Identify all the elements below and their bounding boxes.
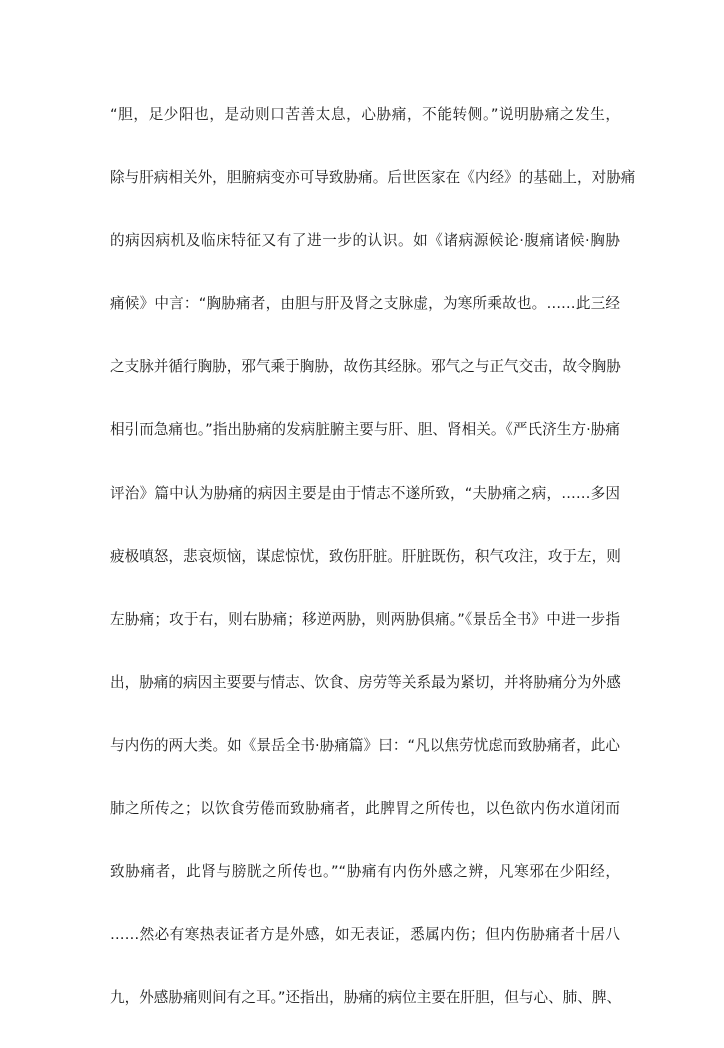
body-text	[110, 102, 636, 1048]
text-line-3: 的病因病机及临床特征又有了进一步的认识。如《诸病源候论·腹痛诸候·胸胁	[110, 232, 620, 250]
text-line-7: 评治》篇中认为胁痛的病因主要是由于情志不遂所致，“夫胁痛之病，……多因	[110, 484, 620, 502]
text-line-15: 九，外感胁痛则间有之耳。”还指出，胁痛的病位主要在肝胆，但与心、肺、脾、	[110, 989, 622, 1007]
text-line-11: 与内伤的两大类。如《景岳全书·胁痛篇》曰：“凡以焦劳忧虑而致胁痛者，此心	[110, 736, 620, 754]
text-line-2: 除与肝病相关外，胆腑病变亦可导致胁痛。后世医家在《内经》的基础上，对胁痛	[110, 169, 636, 187]
text-line-5: 之支脉并循行胸胁，邪气乘于胸胁，故伤其经脉。邪气之与正气交击，故令胸胁	[110, 358, 621, 376]
text-line-9: 左胁痛；攻于右，则右胁痛；移逆两胁，则两胁俱痛。”《景岳全书》中进一步指	[110, 610, 620, 628]
text-line-4: 痛候》中言：“胸胁痛者，由胆与肝及肾之支脉虚，为寒所乘故也。……此三经	[110, 295, 620, 313]
text-line-10: 出，胁痛的病因主要要与情志、饮食、房劳等关系最为紧切，并将胁痛分为外感	[110, 673, 621, 691]
text-line-6: 相引而急痛也。”指出胁痛的发病脏腑主要与肝、胆、肾相关。《严氏济生方·胁痛	[110, 421, 620, 439]
text-line-13: 致胁痛者，此肾与膀胱之所传也。”“胁痛有内伤外感之辨，凡寒邪在少阳经，	[110, 863, 620, 881]
text-line-8: 疲极嗔怒，悲哀烦恼，谋虑惊忧，致伤肝脏。肝脏既伤，积气攻注，攻于左，则	[110, 547, 621, 565]
text-line-12: 肺之所传之；以饮食劳倦而致胁痛者，此脾胃之所传也，以色欲内伤水道闭而	[110, 800, 620, 818]
text-line-14: ……然必有寒热表证者方是外感，如无表证，悉属内伤；但内伤胁痛者十居八	[110, 926, 620, 944]
text-line-1: “胆，足少阳也，是动则口苦善太息，心胁痛，不能转侧。”说明胁痛之发生，	[110, 106, 620, 123]
